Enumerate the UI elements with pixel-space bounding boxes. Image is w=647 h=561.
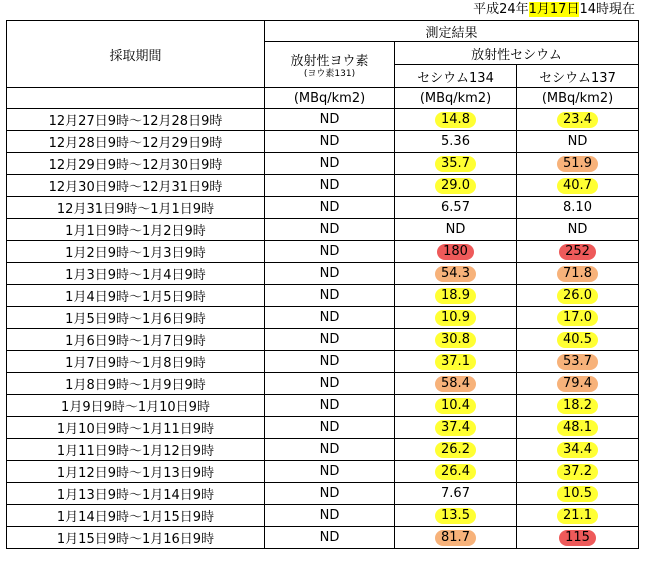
iodine-cell: ND	[265, 307, 395, 329]
measurement-table	[6, 20, 639, 549]
cs137-value: 10.5	[557, 486, 598, 502]
table-row	[7, 373, 639, 395]
table-row	[7, 175, 639, 197]
cs134-cell	[395, 241, 517, 263]
period-cell: 1月11日9時～1月12日9時	[7, 439, 265, 461]
iodine-cell: ND	[265, 219, 395, 241]
period-cell: 12月28日9時～12月29日9時	[7, 131, 265, 153]
cs137-value: 51.9	[557, 156, 598, 172]
cs134-value: 37.1	[435, 354, 476, 370]
cs134-cell	[395, 395, 517, 417]
cs134-cell	[395, 175, 517, 197]
period-cell: 1月15日9時～1月16日9時	[7, 527, 265, 549]
period-cell: 1月6日9時～1月7日9時	[7, 329, 265, 351]
cs137-value: 21.1	[557, 508, 598, 524]
cs137-cell	[517, 461, 639, 483]
cs134-cell	[395, 461, 517, 483]
period-cell: 1月8日9時～1月9日9時	[7, 373, 265, 395]
cs137-cell	[517, 197, 639, 219]
table-row	[7, 505, 639, 527]
cs134-value: 58.4	[435, 376, 476, 392]
cs137-cell	[517, 439, 639, 461]
table-row	[7, 241, 639, 263]
cs134-value: 7.67	[441, 486, 470, 501]
cs137-cell	[517, 241, 639, 263]
cs137-value: ND	[567, 222, 588, 237]
cs137-cell	[517, 285, 639, 307]
cs137-value: 53.7	[557, 354, 598, 370]
period-cell: 12月31日9時～1月1日9時	[7, 197, 265, 219]
cs137-cell	[517, 329, 639, 351]
cs134-cell	[395, 505, 517, 527]
cs137-cell	[517, 373, 639, 395]
cs137-cell	[517, 219, 639, 241]
table-row	[7, 307, 639, 329]
table-header	[7, 21, 639, 109]
cs134-value: 37.4	[435, 420, 476, 436]
table-row	[7, 285, 639, 307]
cs134-cell	[395, 285, 517, 307]
table-row	[7, 527, 639, 549]
cs134-value: 18.9	[435, 288, 476, 304]
period-cell: 1月10日9時～1月11日9時	[7, 417, 265, 439]
cs134-cell	[395, 483, 517, 505]
cs137-value: 23.4	[557, 112, 598, 128]
cs137-value: 26.0	[557, 288, 598, 304]
cs137-cell	[517, 307, 639, 329]
cs137-cell	[517, 527, 639, 549]
cs137-cell	[517, 131, 639, 153]
cs134-value: 13.5	[435, 508, 476, 524]
iodine-cell: ND	[265, 263, 395, 285]
date-prefix: 平成24年	[473, 2, 529, 17]
cs134-cell	[395, 439, 517, 461]
iodine-cell: ND	[265, 175, 395, 197]
period-cell: 12月30日9時～12月31日9時	[7, 175, 265, 197]
date-highlight: 1月17日	[528, 2, 580, 17]
cs134-value: 54.3	[435, 266, 476, 282]
cs137-cell	[517, 153, 639, 175]
iodine-cell: ND	[265, 461, 395, 483]
cs134-cell	[395, 527, 517, 549]
iodine-cell: ND	[265, 109, 395, 131]
cs137-value: 40.7	[557, 178, 598, 194]
cs134-value: ND	[445, 222, 466, 237]
iodine-cell: ND	[265, 131, 395, 153]
table-row	[7, 153, 639, 175]
cs134-cell	[395, 417, 517, 439]
table-row	[7, 219, 639, 241]
cs134-unit: (MBq/km2)	[395, 88, 517, 109]
cs134-cell	[395, 219, 517, 241]
cs137-unit: (MBq/km2)	[517, 88, 639, 109]
iodine-cell: ND	[265, 483, 395, 505]
cs134-cell	[395, 109, 517, 131]
cs134-value: 30.8	[435, 332, 476, 348]
period-cell: 1月13日9時～1月14日9時	[7, 483, 265, 505]
cs134-value: 5.36	[441, 134, 470, 149]
table-row	[7, 439, 639, 461]
report-date	[473, 0, 635, 20]
cs134-value: 6.57	[441, 200, 470, 215]
period-cell: 1月14日9時～1月15日9時	[7, 505, 265, 527]
cs134-cell	[395, 373, 517, 395]
iodine-cell: ND	[265, 373, 395, 395]
cs137-cell	[517, 109, 639, 131]
period-cell: 1月4日9時～1月5日9時	[7, 285, 265, 307]
iodine-cell: ND	[265, 285, 395, 307]
cs137-value: 48.1	[557, 420, 598, 436]
cs134-cell	[395, 153, 517, 175]
cs137-value: 17.0	[557, 310, 598, 326]
cs134-header: セシウム134	[395, 65, 517, 88]
cs137-value: 8.10	[563, 200, 592, 215]
iodine-cell: ND	[265, 439, 395, 461]
iodine-unit: (MBq/km2)	[265, 88, 395, 109]
table-row	[7, 329, 639, 351]
cs137-cell	[517, 417, 639, 439]
cs134-cell	[395, 329, 517, 351]
table-row	[7, 109, 639, 131]
cs134-value: 35.7	[435, 156, 476, 172]
cs134-value: 26.2	[435, 442, 476, 458]
iodine-cell: ND	[265, 351, 395, 373]
table-row	[7, 351, 639, 373]
cs137-value: 37.2	[557, 464, 598, 480]
iodine-cell: ND	[265, 153, 395, 175]
cs137-value: 40.5	[557, 332, 598, 348]
period-unit-blank	[7, 88, 265, 109]
period-cell: 1月12日9時～1月13日9時	[7, 461, 265, 483]
iodine-cell: ND	[265, 329, 395, 351]
cs134-cell	[395, 307, 517, 329]
cs137-value: ND	[567, 134, 588, 149]
cs137-header: セシウム137	[517, 65, 639, 88]
iodine-cell: ND	[265, 417, 395, 439]
iodine-cell: ND	[265, 395, 395, 417]
cs137-cell	[517, 395, 639, 417]
date-suffix: 14時現在	[579, 2, 635, 17]
iodine-cell: ND	[265, 527, 395, 549]
table-row	[7, 131, 639, 153]
cs134-cell	[395, 131, 517, 153]
cs134-value: 81.7	[435, 530, 476, 546]
cs137-cell	[517, 263, 639, 285]
iodine-cell: ND	[265, 197, 395, 219]
cs137-cell	[517, 175, 639, 197]
iodine-header	[265, 42, 395, 88]
table-body	[7, 109, 639, 549]
cs137-value: 71.8	[557, 266, 598, 282]
period-cell: 1月2日9時～1月3日9時	[7, 241, 265, 263]
table-row	[7, 461, 639, 483]
table-row	[7, 483, 639, 505]
table-row	[7, 263, 639, 285]
period-cell: 1月3日9時～1月4日9時	[7, 263, 265, 285]
cs134-cell	[395, 263, 517, 285]
iodine-title: 放射性ヨウ素	[290, 53, 369, 69]
iodine-cell: ND	[265, 241, 395, 263]
cs134-value: 10.9	[435, 310, 476, 326]
cs134-cell	[395, 351, 517, 373]
cs134-value: 10.4	[435, 398, 476, 414]
cs137-cell	[517, 505, 639, 527]
period-cell: 1月5日9時～1月6日9時	[7, 307, 265, 329]
cs137-cell	[517, 483, 639, 505]
cs137-value: 115	[559, 530, 596, 546]
table-row	[7, 197, 639, 219]
table-row	[7, 417, 639, 439]
period-cell: 1月9日9時～1月10日9時	[7, 395, 265, 417]
cs137-value: 18.2	[557, 398, 598, 414]
cs137-value: 79.4	[557, 376, 598, 392]
cs137-value: 252	[559, 244, 596, 260]
cs137-cell	[517, 351, 639, 373]
period-cell: 1月1日9時～1月2日9時	[7, 219, 265, 241]
cesium-header: 放射性セシウム	[395, 42, 639, 65]
iodine-subtitle: (ヨウ素131)	[303, 68, 356, 79]
cs134-value: 26.4	[435, 464, 476, 480]
period-header: 採取期間	[7, 21, 265, 88]
period-cell: 12月29日9時～12月30日9時	[7, 153, 265, 175]
period-cell: 12月27日9時～12月28日9時	[7, 109, 265, 131]
results-header: 測定結果	[265, 21, 639, 42]
cs134-value: 29.0	[435, 178, 476, 194]
cs134-value: 180	[437, 244, 474, 260]
table-row	[7, 395, 639, 417]
cs134-value: 14.8	[435, 112, 476, 128]
iodine-cell: ND	[265, 505, 395, 527]
cs137-value: 34.4	[557, 442, 598, 458]
period-cell: 1月7日9時～1月8日9時	[7, 351, 265, 373]
cs134-cell	[395, 197, 517, 219]
